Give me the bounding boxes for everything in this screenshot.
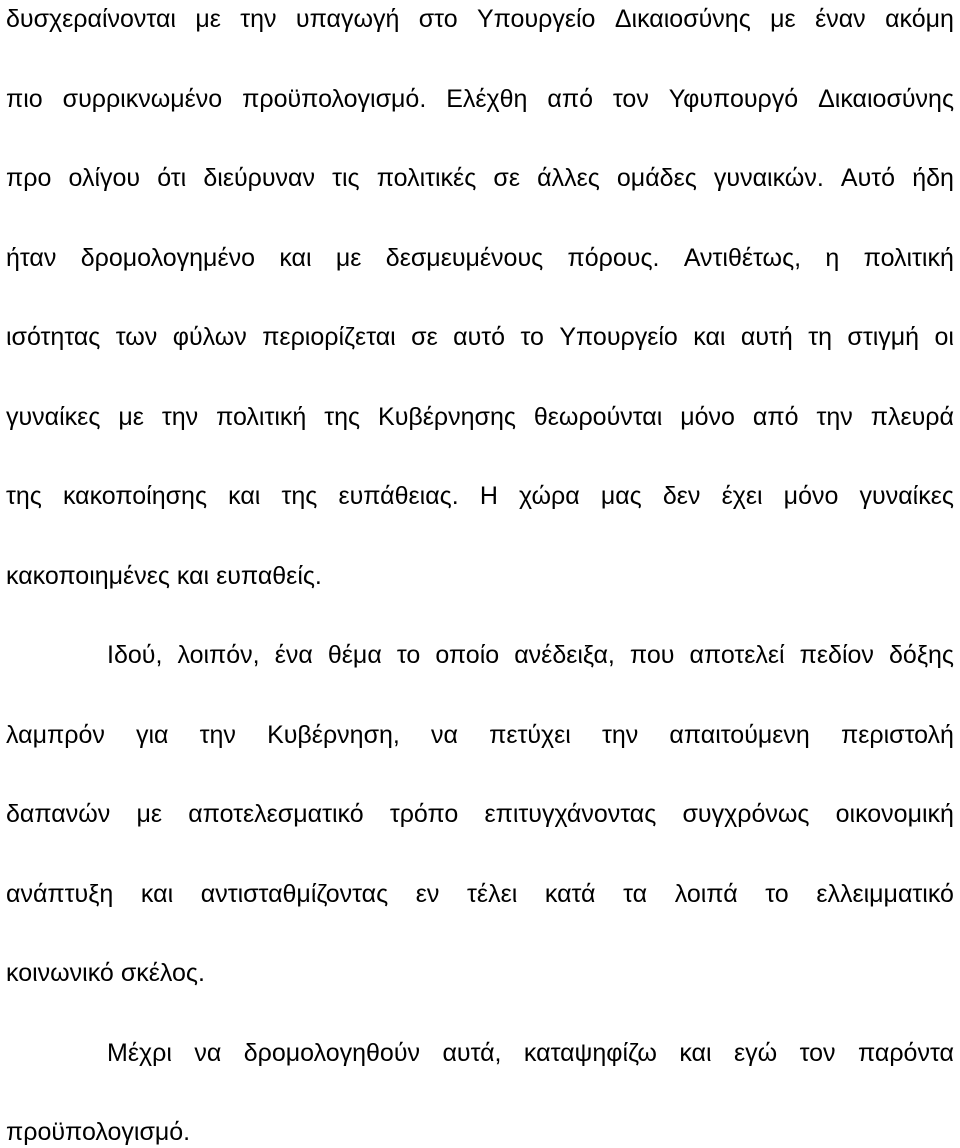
word: στο (418, 5, 458, 33)
word: τον (799, 1039, 836, 1067)
word: εγώ (733, 1039, 778, 1067)
word: ανέδειξα, (514, 641, 615, 669)
word: την (240, 5, 277, 33)
word: για (136, 721, 169, 749)
word: συγχρόνως (682, 800, 810, 828)
word: Η (479, 482, 498, 510)
word: ευπάθειας. (338, 482, 459, 510)
word: η (825, 244, 840, 272)
word: τις (332, 164, 360, 192)
text-line (107, 1037, 954, 1069)
text-line (6, 798, 954, 830)
word: προ (6, 164, 52, 192)
word: Ελέχθη (446, 85, 528, 113)
word: παρόντα (857, 1039, 954, 1067)
word: πεδίον (799, 641, 874, 669)
word: εν (415, 880, 440, 908)
word: Υπουργείο (476, 5, 596, 33)
word: οι (934, 323, 954, 351)
word: Αυτό (840, 164, 896, 192)
word: απαιτούμενη (669, 721, 810, 749)
word: το (520, 323, 544, 351)
word: της (324, 403, 361, 431)
word: Δικαιοσύνης (614, 5, 751, 33)
word: ισότητας (6, 323, 101, 351)
word: φύλων (172, 323, 247, 351)
word: καταψηφίζω (523, 1039, 657, 1067)
text-line (6, 321, 954, 353)
word: επιτυγχάνοντας (484, 800, 657, 828)
word: από (752, 403, 799, 431)
word: τέλει (467, 880, 518, 908)
word: γυναίκες (6, 403, 101, 431)
word: δρομολογημένο (80, 244, 255, 272)
word: ομάδες (616, 164, 697, 192)
word: Αντιθέτως, (683, 244, 802, 272)
word: δόξης (889, 641, 954, 669)
word: των (115, 323, 158, 351)
word: αποτελεί (689, 641, 785, 669)
text-line (6, 83, 954, 115)
word: χώρα (519, 482, 580, 510)
word: δεν (662, 482, 701, 510)
word: Υπουργείο (559, 323, 678, 351)
word: αντισταθμίζοντας (200, 880, 389, 908)
text-line (6, 1116, 954, 1148)
word: με (335, 244, 362, 272)
word: την (602, 721, 639, 749)
word: άλλες (537, 164, 600, 192)
word: και (140, 880, 174, 908)
word: θέμα (327, 641, 382, 669)
word: και (693, 323, 726, 351)
word: και (279, 244, 312, 272)
word: ελλειμματικό (816, 880, 954, 908)
word: λαμπρόν (6, 721, 105, 749)
word: πολιτική (216, 403, 307, 431)
text-line (6, 3, 954, 35)
word: αυτά, (442, 1039, 502, 1067)
word: ήδη (912, 164, 954, 192)
text-line (6, 242, 954, 274)
word: με (118, 403, 144, 431)
word: γυναικών. (713, 164, 824, 192)
word: της (281, 482, 318, 510)
text-line (6, 480, 954, 512)
word: κοινωνικό (6, 959, 114, 987)
text-line (6, 878, 954, 910)
word: έχει (721, 482, 763, 510)
word: λοιπά (674, 880, 738, 908)
word: Δικαιοσύνης (818, 85, 954, 113)
text-line (107, 639, 954, 671)
word: με (195, 5, 221, 33)
word: μόνο (680, 403, 735, 431)
word: κατά (544, 880, 596, 908)
word: σε (493, 164, 520, 192)
word: ευπαθείς. (216, 562, 322, 590)
word: να (194, 1039, 222, 1067)
word: θεωρούνται (533, 403, 663, 431)
text-line (6, 162, 954, 194)
text-line (6, 401, 954, 433)
word: να (431, 721, 458, 749)
word: την (816, 403, 853, 431)
word: στιγμή (847, 323, 920, 351)
word: πολιτική (863, 244, 954, 272)
word: γυναίκες (859, 482, 954, 510)
word: πιο (6, 85, 43, 113)
word: ότι (157, 164, 187, 192)
word: συρρικνωμένο (62, 85, 223, 113)
word: το (396, 641, 421, 669)
word: μας (600, 482, 642, 510)
word: διεύρυναν (203, 164, 315, 192)
word: Μέχρι (107, 1039, 172, 1067)
word: ανάπτυξη (6, 880, 114, 908)
word: και (679, 1039, 712, 1067)
word: ήταν (6, 244, 57, 272)
word: και (176, 562, 210, 590)
text-line (6, 957, 954, 989)
word: σε (411, 323, 438, 351)
word: της (6, 482, 42, 510)
word: αποτελεσματικό (188, 800, 364, 828)
word: Ιδού, (107, 641, 163, 669)
word: υπαγωγή (295, 5, 400, 33)
word: την (161, 403, 199, 431)
word: τα (623, 880, 648, 908)
word: οποίο (435, 641, 500, 669)
word: με (770, 5, 796, 33)
word: αυτή (740, 323, 793, 351)
word: αυτό (453, 323, 506, 351)
word: με (136, 800, 163, 828)
word: προϋπολογισμό. (6, 1118, 191, 1146)
word: Κυβέρνησης (378, 403, 516, 431)
word: σκέλος. (120, 959, 205, 987)
word: Υφυπουργό (668, 85, 799, 113)
word: πλευρά (870, 403, 954, 431)
word: δαπανών (6, 800, 111, 828)
word: πολιτικές (376, 164, 477, 192)
word: λοιπόν, (177, 641, 260, 669)
word: το (765, 880, 789, 908)
word: ολίγου (68, 164, 141, 192)
word: που (629, 641, 675, 669)
word: περιορίζεται (262, 323, 396, 351)
word: οικονομική (835, 800, 954, 828)
word: δρομολογηθούν (243, 1039, 420, 1067)
word: πόρους. (567, 244, 660, 272)
word: περιστολή (840, 721, 954, 749)
word: τον (612, 85, 649, 113)
word: μόνο (783, 482, 839, 510)
word: έναν (815, 5, 866, 33)
word: δυσχεραίνονται (6, 5, 176, 33)
word: την (199, 721, 236, 749)
word: κακοποιημένες (6, 562, 170, 590)
word: κακοποίησης (62, 482, 207, 510)
word: πετύχει (489, 721, 571, 749)
word: και (228, 482, 261, 510)
word: ακόμη (885, 5, 954, 33)
word: από (547, 85, 593, 113)
text-line (6, 560, 954, 592)
word: Κυβέρνηση, (267, 721, 400, 749)
word: τρόπο (389, 800, 459, 828)
word: τη (808, 323, 832, 351)
word: δεσμευμένους (385, 244, 544, 272)
text-line (6, 719, 954, 751)
word: προϋπολογισμό. (242, 85, 427, 113)
word: ένα (274, 641, 313, 669)
